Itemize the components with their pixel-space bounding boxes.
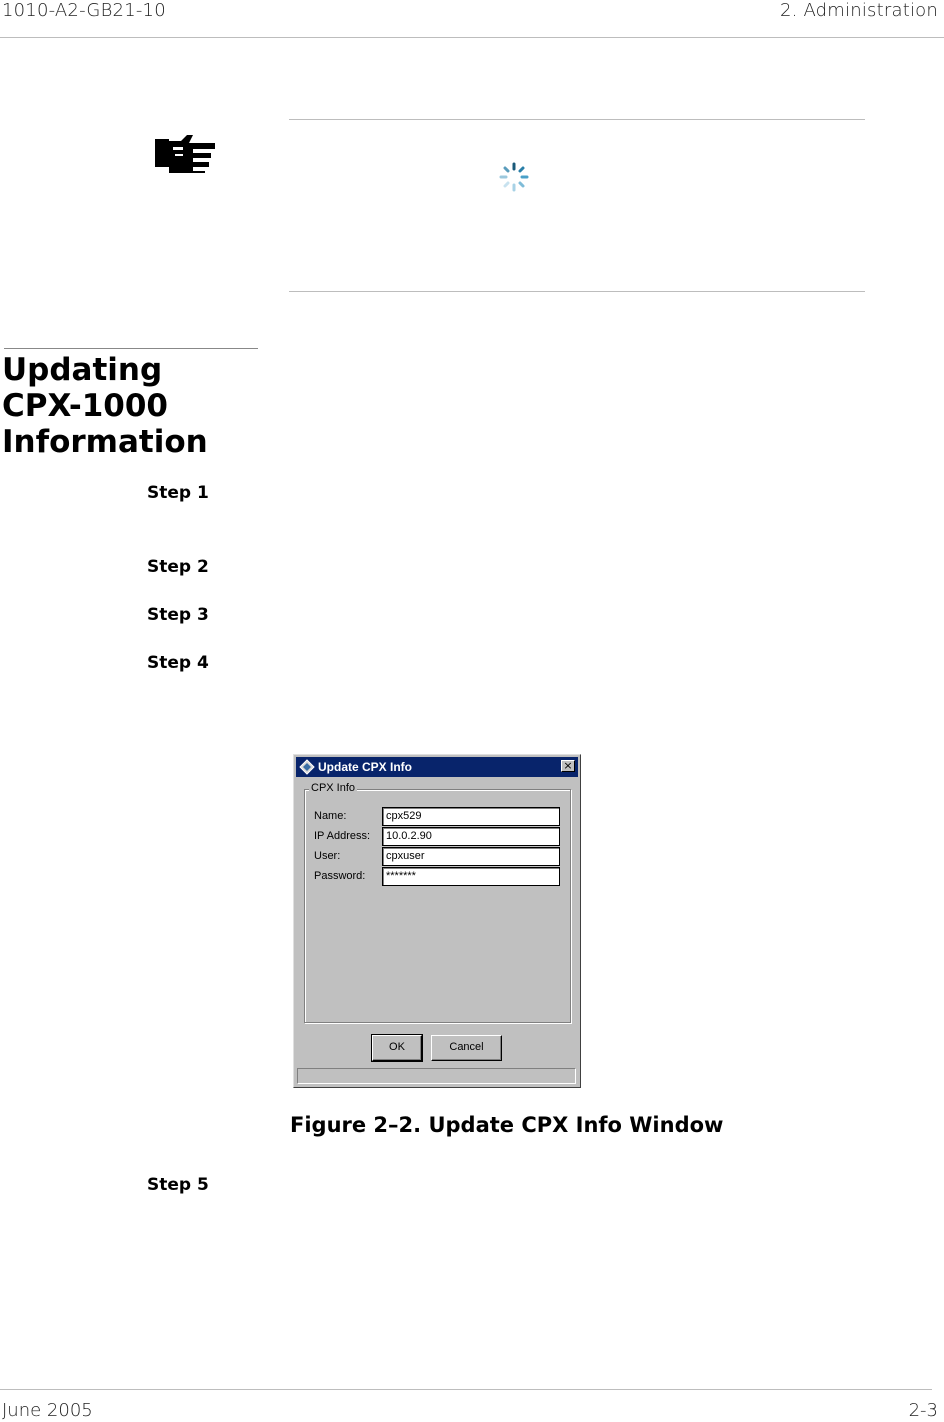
section-rule: [4, 348, 258, 349]
loading-spinner-icon: [499, 162, 529, 192]
group-label: CPX Info: [311, 782, 356, 794]
note-bottom-rule: [289, 291, 865, 292]
section-title-line: Updating: [2, 352, 163, 388]
chapter-title: 2. Administration: [779, 0, 938, 21]
step-2-label: Step 2: [147, 557, 209, 577]
pointing-hand-icon: [153, 133, 219, 173]
password-field[interactable]: *******: [382, 867, 560, 886]
name-field[interactable]: cpx529: [382, 807, 560, 826]
status-bar: [297, 1068, 576, 1084]
user-field[interactable]: cpxuser: [382, 847, 560, 866]
ip-address-label: IP Address:: [314, 830, 371, 842]
step-3-label: Step 3: [147, 605, 209, 625]
footer-rule: [0, 1389, 932, 1390]
update-cpx-info-dialog: [293, 754, 581, 1088]
dialog-title: Update CPX Info: [318, 760, 413, 774]
cancel-button[interactable]: Cancel: [431, 1035, 502, 1061]
user-label: User:: [314, 850, 341, 862]
footer-date: June 2005: [2, 1400, 93, 1421]
step-1-label: Step 1: [147, 483, 209, 503]
password-label: Password:: [314, 870, 366, 882]
ok-button[interactable]: OK: [372, 1035, 422, 1061]
doc-number: 1010-A2-GB21-10: [2, 0, 166, 21]
step-5-label: Step 5: [147, 1175, 209, 1195]
dialog-title-bar[interactable]: [296, 757, 578, 777]
step-4-label: Step 4: [147, 653, 209, 673]
section-title-line: Information: [2, 424, 208, 460]
page-number: 2-3: [908, 1400, 938, 1421]
name-label: Name:: [314, 810, 347, 822]
close-icon: ×: [563, 759, 573, 772]
section-title-line: CPX-1000: [2, 388, 168, 424]
close-button[interactable]: [561, 760, 575, 772]
figure-caption: Figure 2–2. Update CPX Info Window: [290, 1113, 724, 1137]
note-top-rule: [289, 119, 865, 120]
app-icon: [299, 759, 315, 775]
section-title: [2, 352, 208, 460]
ip-address-field[interactable]: 10.0.2.90: [382, 827, 560, 846]
header-rule: [0, 37, 944, 38]
